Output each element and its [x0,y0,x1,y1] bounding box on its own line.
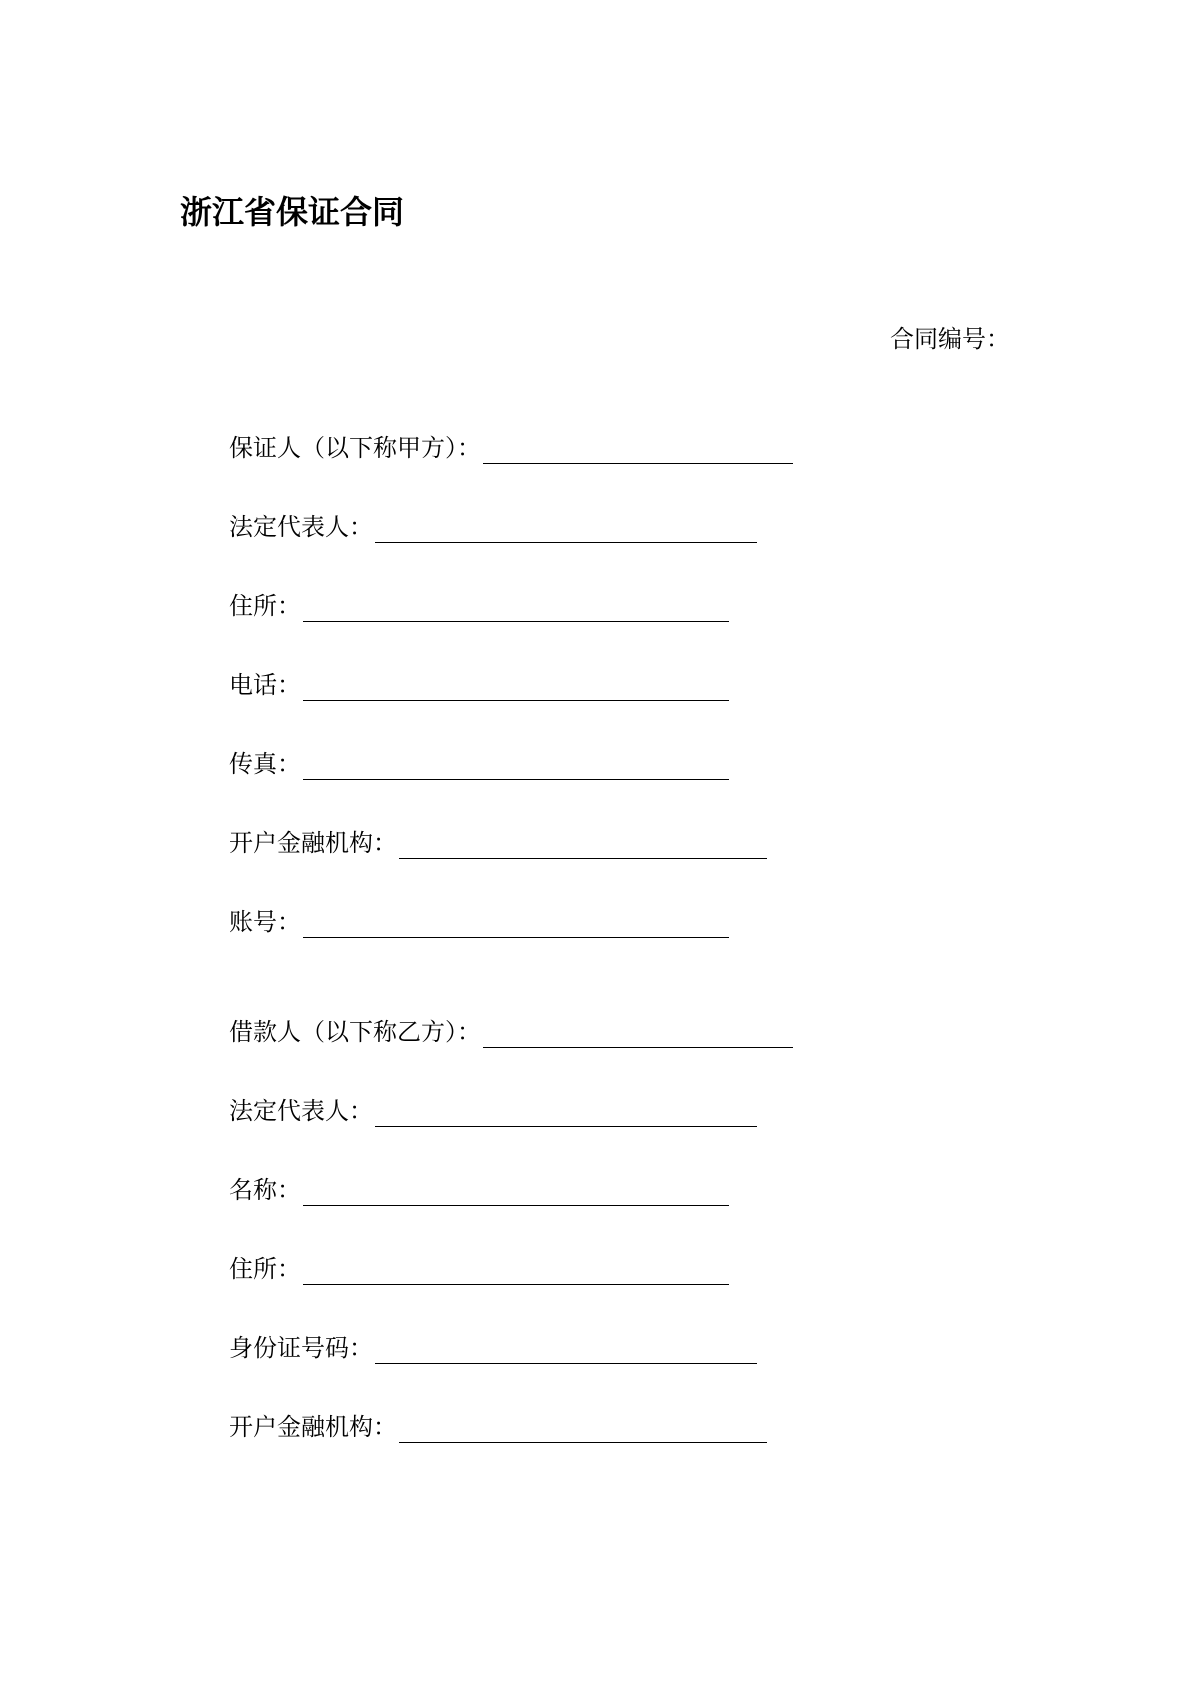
borrower-id-number-field [229,1332,757,1364]
borrower-bank-field [229,1411,767,1443]
fill-in-blank[interactable] [483,437,793,464]
field-label: 传真： [229,750,301,778]
fill-in-blank[interactable] [303,753,729,780]
field-label: 电话： [229,671,301,699]
field-label: 借款人（以下称乙方）： [229,1018,481,1046]
guarantor-fax-field [229,748,729,780]
fill-in-blank[interactable] [303,1258,729,1285]
fill-in-blank[interactable] [483,1021,793,1048]
document-title: 浙江省保证合同 [180,193,405,231]
guarantor-address-field [229,590,729,622]
fill-in-blank[interactable] [303,1179,729,1206]
fill-in-blank[interactable] [303,911,729,938]
borrower-name-field [229,1016,793,1048]
guarantor-bank-field [229,827,767,859]
field-label: 住所： [229,592,301,620]
borrower-address-field [229,1253,729,1285]
contract-number-label: 合同编号： [890,325,1010,353]
fill-in-blank[interactable] [303,595,729,622]
guarantor-name-field [229,432,793,464]
field-label: 开户金融机构： [229,829,397,857]
borrower-title-field [229,1174,729,1206]
fill-in-blank[interactable] [399,832,767,859]
fill-in-blank[interactable] [399,1416,767,1443]
field-label: 名称： [229,1176,301,1204]
guarantor-legal-rep-field [229,511,757,543]
fill-in-blank[interactable] [303,674,729,701]
guarantor-account-field [229,906,729,938]
field-label: 法定代表人： [229,1097,373,1125]
field-label: 身份证号码： [229,1334,373,1362]
borrower-legal-rep-field [229,1095,757,1127]
field-label: 账号： [229,908,301,936]
field-label: 保证人（以下称甲方）： [229,434,481,462]
fill-in-blank[interactable] [375,516,757,543]
field-label: 法定代表人： [229,513,373,541]
fill-in-blank[interactable] [375,1337,757,1364]
field-label: 开户金融机构： [229,1413,397,1441]
fill-in-blank[interactable] [375,1100,757,1127]
field-label: 住所： [229,1255,301,1283]
guarantor-phone-field [229,669,729,701]
